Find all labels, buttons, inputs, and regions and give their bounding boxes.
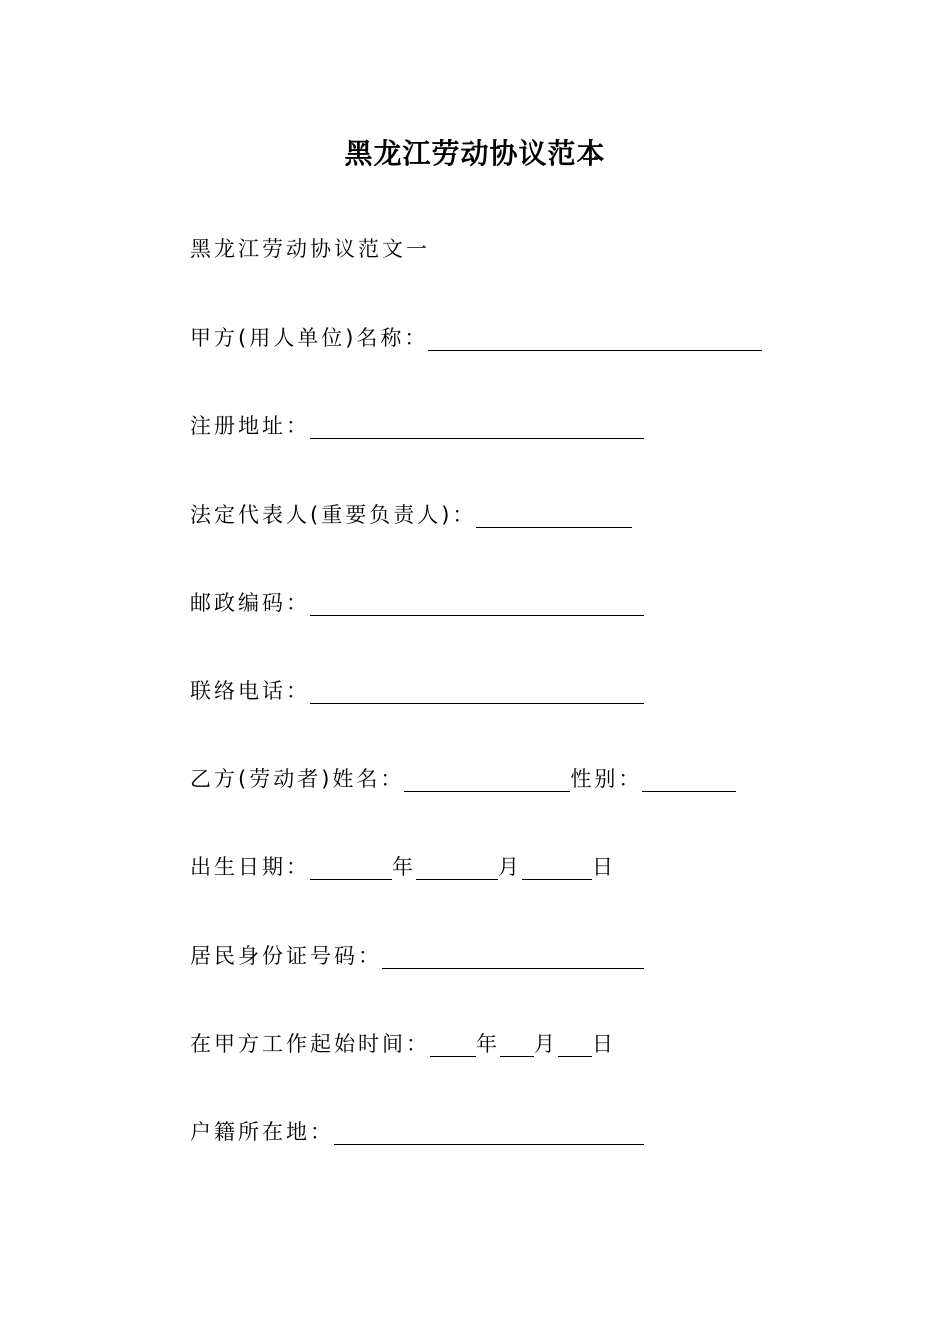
gender-blank[interactable] — [642, 765, 736, 792]
legal-rep-label: 法定代表人(重要负责人)： — [190, 503, 477, 527]
birth-month-blank[interactable] — [416, 853, 498, 880]
id-number-row — [190, 939, 644, 973]
birth-year-label: 年 — [392, 855, 416, 879]
household-register-blank[interactable] — [334, 1118, 644, 1145]
contact-phone-row — [190, 674, 644, 708]
gender-label: 性别： — [570, 767, 643, 791]
section-subtitle: 黑龙江劳动协议范文一 — [190, 237, 430, 261]
employer-name-label: 甲方(用人单位)名称： — [190, 326, 429, 350]
postal-code-blank[interactable] — [310, 589, 644, 616]
start-year-label: 年 — [476, 1032, 500, 1056]
document-title: 黑龙江劳动协议范本 — [344, 137, 606, 170]
start-year-blank[interactable] — [430, 1030, 476, 1057]
employer-name-blank[interactable] — [428, 324, 762, 351]
employer-name-row — [190, 321, 762, 355]
birth-date-label: 出生日期： — [190, 855, 310, 879]
postal-code-label: 邮政编码： — [190, 591, 310, 615]
registered-address-blank[interactable] — [310, 412, 644, 439]
employee-name-label: 乙方(劳动者)姓名： — [190, 767, 405, 791]
household-register-label: 户籍所在地： — [190, 1120, 334, 1144]
birth-month-label: 月 — [498, 855, 522, 879]
registered-address-row — [190, 409, 644, 443]
start-date-label: 在甲方工作起始时间： — [190, 1032, 430, 1056]
postal-code-row — [190, 586, 644, 620]
birth-year-blank[interactable] — [310, 853, 392, 880]
subtitle-row — [190, 232, 430, 266]
start-date-row — [190, 1027, 616, 1061]
start-month-label: 月 — [534, 1032, 558, 1056]
birth-day-blank[interactable] — [522, 853, 592, 880]
legal-rep-row — [190, 498, 632, 532]
start-day-label: 日 — [592, 1032, 616, 1056]
household-register-row — [190, 1115, 644, 1149]
contact-phone-label: 联络电话： — [190, 679, 310, 703]
birth-day-label: 日 — [592, 855, 616, 879]
id-number-blank[interactable] — [382, 942, 644, 969]
employee-name-blank[interactable] — [404, 765, 570, 792]
registered-address-label: 注册地址： — [190, 414, 310, 438]
start-month-blank[interactable] — [500, 1030, 534, 1057]
id-number-label: 居民身份证号码： — [190, 944, 382, 968]
employee-row — [190, 762, 736, 796]
start-day-blank[interactable] — [558, 1030, 592, 1057]
legal-rep-blank[interactable] — [476, 501, 632, 528]
contact-phone-blank[interactable] — [310, 677, 644, 704]
birth-date-row — [190, 850, 616, 884]
